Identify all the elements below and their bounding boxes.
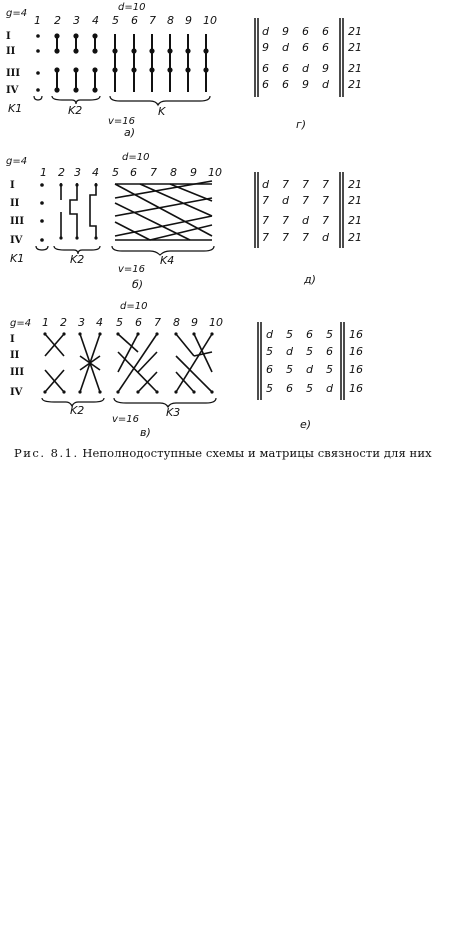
col-9: 9 xyxy=(191,316,198,329)
scheme-a xyxy=(6,2,217,139)
row-labels-a xyxy=(6,31,20,96)
col-2: 2 xyxy=(54,14,61,27)
panel-label-b: б) xyxy=(132,278,144,291)
cell-g-2-2: d xyxy=(282,41,289,54)
group-K1-b: K1 xyxy=(10,252,25,265)
sum-d-2: 21 xyxy=(348,194,362,207)
sum-e-3: 16 xyxy=(349,363,363,376)
cell-d-3-1: 7 xyxy=(262,214,269,227)
cell-e-3-1: 6 xyxy=(266,363,273,376)
cell-d-1-2: 7 xyxy=(282,178,289,191)
d-label-v: d=10 xyxy=(120,301,148,312)
cell-g-4-3: 9 xyxy=(302,78,309,91)
matrix-e xyxy=(258,322,363,431)
col-5: 5 xyxy=(112,166,119,179)
cell-g-3-3: d xyxy=(302,62,309,75)
row-III: III xyxy=(10,367,25,378)
cell-d-2-1: 7 xyxy=(262,194,269,207)
group-K-a: K xyxy=(158,105,166,118)
sum-e-4: 16 xyxy=(349,382,363,395)
g-label-b: g=4 xyxy=(6,156,28,167)
cell-g-4-2: 6 xyxy=(282,78,289,91)
group-K2-v: K2 xyxy=(70,404,85,417)
col-5: 5 xyxy=(116,316,123,329)
group-K2-b: K2 xyxy=(70,253,85,266)
g-label-a: g=4 xyxy=(6,8,28,19)
cell-g-2-1: 9 xyxy=(262,41,269,54)
col-2: 2 xyxy=(60,316,67,329)
cell-e-2-4: 6 xyxy=(326,345,333,358)
panel-label-v: в) xyxy=(140,426,151,439)
v-label-b: v=16 xyxy=(118,264,146,275)
caption-prefix: Рис. 8.1. xyxy=(14,446,79,460)
cell-d-2-2: d xyxy=(282,194,289,207)
col-2: 2 xyxy=(58,166,65,179)
row-II: II xyxy=(6,46,16,57)
col-7: 7 xyxy=(154,316,161,329)
col-3: 3 xyxy=(73,14,80,27)
cell-d-1-4: 7 xyxy=(322,178,329,191)
col-10: 10 xyxy=(209,316,223,329)
col-4: 4 xyxy=(92,166,99,179)
cell-d-4-4: d xyxy=(322,231,329,244)
col-7: 7 xyxy=(149,14,156,27)
col-1: 1 xyxy=(40,166,47,179)
cell-d-3-2: 7 xyxy=(282,214,289,227)
matrix-g xyxy=(255,18,362,131)
figure-8-1 xyxy=(0,0,463,440)
col-6: 6 xyxy=(131,14,138,27)
col-7: 7 xyxy=(150,166,157,179)
cell-e-4-1: 5 xyxy=(266,382,273,395)
connections-v xyxy=(45,334,212,392)
sum-g-4: 21 xyxy=(348,78,362,91)
row-IV: IV xyxy=(10,235,23,246)
cell-e-1-4: 5 xyxy=(326,328,333,341)
cell-g-2-3: 6 xyxy=(302,41,309,54)
col-9: 9 xyxy=(185,14,192,27)
col-9: 9 xyxy=(190,166,197,179)
d-label-b: d=10 xyxy=(122,152,150,163)
row-I: I xyxy=(10,180,15,191)
col-10: 10 xyxy=(208,166,222,179)
cell-d-3-3: d xyxy=(302,214,309,227)
cell-d-1-1: d xyxy=(262,178,269,191)
row-III: III xyxy=(10,216,25,227)
cell-g-3-4: 9 xyxy=(322,62,329,75)
row-dots-a xyxy=(36,34,40,92)
v-label-v: v=16 xyxy=(112,414,140,425)
col-6: 6 xyxy=(130,166,137,179)
col-1: 1 xyxy=(42,316,49,329)
panel-label-a: a) xyxy=(124,126,136,139)
group-K2-a: K2 xyxy=(68,104,83,117)
cell-e-4-3: 5 xyxy=(306,382,313,395)
cell-g-3-2: 6 xyxy=(282,62,289,75)
group-K4-b: K4 xyxy=(160,254,175,267)
col-8: 8 xyxy=(173,316,180,329)
cell-d-4-3: 7 xyxy=(302,231,309,244)
row-I: I xyxy=(10,334,15,345)
sum-g-1: 21 xyxy=(348,25,362,38)
row-IV: IV xyxy=(10,387,23,398)
matrix-label-e: е) xyxy=(300,418,312,431)
sum-g-2: 21 xyxy=(348,41,362,54)
col-8: 8 xyxy=(167,14,174,27)
col-8: 8 xyxy=(170,166,177,179)
row-II: II xyxy=(10,350,20,361)
sum-d-3: 21 xyxy=(348,214,362,227)
matrix-d xyxy=(255,172,362,286)
sum-d-1: 21 xyxy=(348,178,362,191)
cell-g-4-4: d xyxy=(322,78,329,91)
cell-e-3-4: 5 xyxy=(326,363,333,376)
sum-e-1: 16 xyxy=(349,328,363,341)
cell-d-4-1: 7 xyxy=(262,231,269,244)
cell-e-1-3: 6 xyxy=(306,328,313,341)
d-label-a: d=10 xyxy=(118,2,146,13)
scheme-b xyxy=(6,152,222,291)
scheme-v xyxy=(10,301,223,439)
cell-e-3-2: 5 xyxy=(286,363,293,376)
cell-g-4-1: 6 xyxy=(262,78,269,91)
col-10: 10 xyxy=(203,14,217,27)
sum-d-4: 21 xyxy=(348,231,362,244)
cell-d-3-4: 7 xyxy=(322,214,329,227)
col-6: 6 xyxy=(135,316,142,329)
col-1: 1 xyxy=(34,14,41,27)
cell-d-4-2: 7 xyxy=(282,231,289,244)
g-label-v: g=4 xyxy=(10,318,32,329)
figure-caption xyxy=(14,446,454,460)
cell-e-3-3: d xyxy=(306,363,313,376)
column-numbers-a xyxy=(34,14,217,27)
row-II: II xyxy=(10,198,20,209)
v-label-a: v=16 xyxy=(108,116,136,127)
sum-e-2: 16 xyxy=(349,345,363,358)
braces-a xyxy=(34,96,210,105)
cell-g-1-3: 6 xyxy=(302,25,309,38)
col-5: 5 xyxy=(112,14,119,27)
cell-e-4-2: 6 xyxy=(286,382,293,395)
cell-e-2-1: 5 xyxy=(266,345,273,358)
cell-e-1-2: 5 xyxy=(286,328,293,341)
col-3: 3 xyxy=(78,316,85,329)
cell-g-2-4: 6 xyxy=(322,41,329,54)
cell-g-1-2: 9 xyxy=(282,25,289,38)
row-III: III xyxy=(6,68,21,79)
col-4: 4 xyxy=(96,316,103,329)
group-K1-a: K1 xyxy=(8,102,23,115)
connections-a xyxy=(55,34,207,92)
row-IV: IV xyxy=(6,85,19,96)
cell-d-2-3: 7 xyxy=(302,194,309,207)
cell-e-2-3: 5 xyxy=(306,345,313,358)
caption-text: Неполнодоступные схемы и матрицы связности для них xyxy=(82,446,432,460)
col-4: 4 xyxy=(92,14,99,27)
matrix-label-g: г) xyxy=(296,118,307,131)
cell-d-1-3: 7 xyxy=(302,178,309,191)
cell-g-3-1: 6 xyxy=(262,62,269,75)
col-3: 3 xyxy=(74,166,81,179)
cell-g-1-1: d xyxy=(262,25,269,38)
cell-e-4-4: d xyxy=(326,382,333,395)
cell-e-2-2: d xyxy=(286,345,293,358)
group-K3-v: K3 xyxy=(166,406,181,419)
cell-d-2-4: 7 xyxy=(322,194,329,207)
cell-e-1-1: d xyxy=(266,328,273,341)
sum-g-3: 21 xyxy=(348,62,362,75)
row-I: I xyxy=(6,31,11,42)
connections-b xyxy=(61,181,212,240)
matrix-label-d: д) xyxy=(304,273,316,286)
cell-g-1-4: 6 xyxy=(322,25,329,38)
